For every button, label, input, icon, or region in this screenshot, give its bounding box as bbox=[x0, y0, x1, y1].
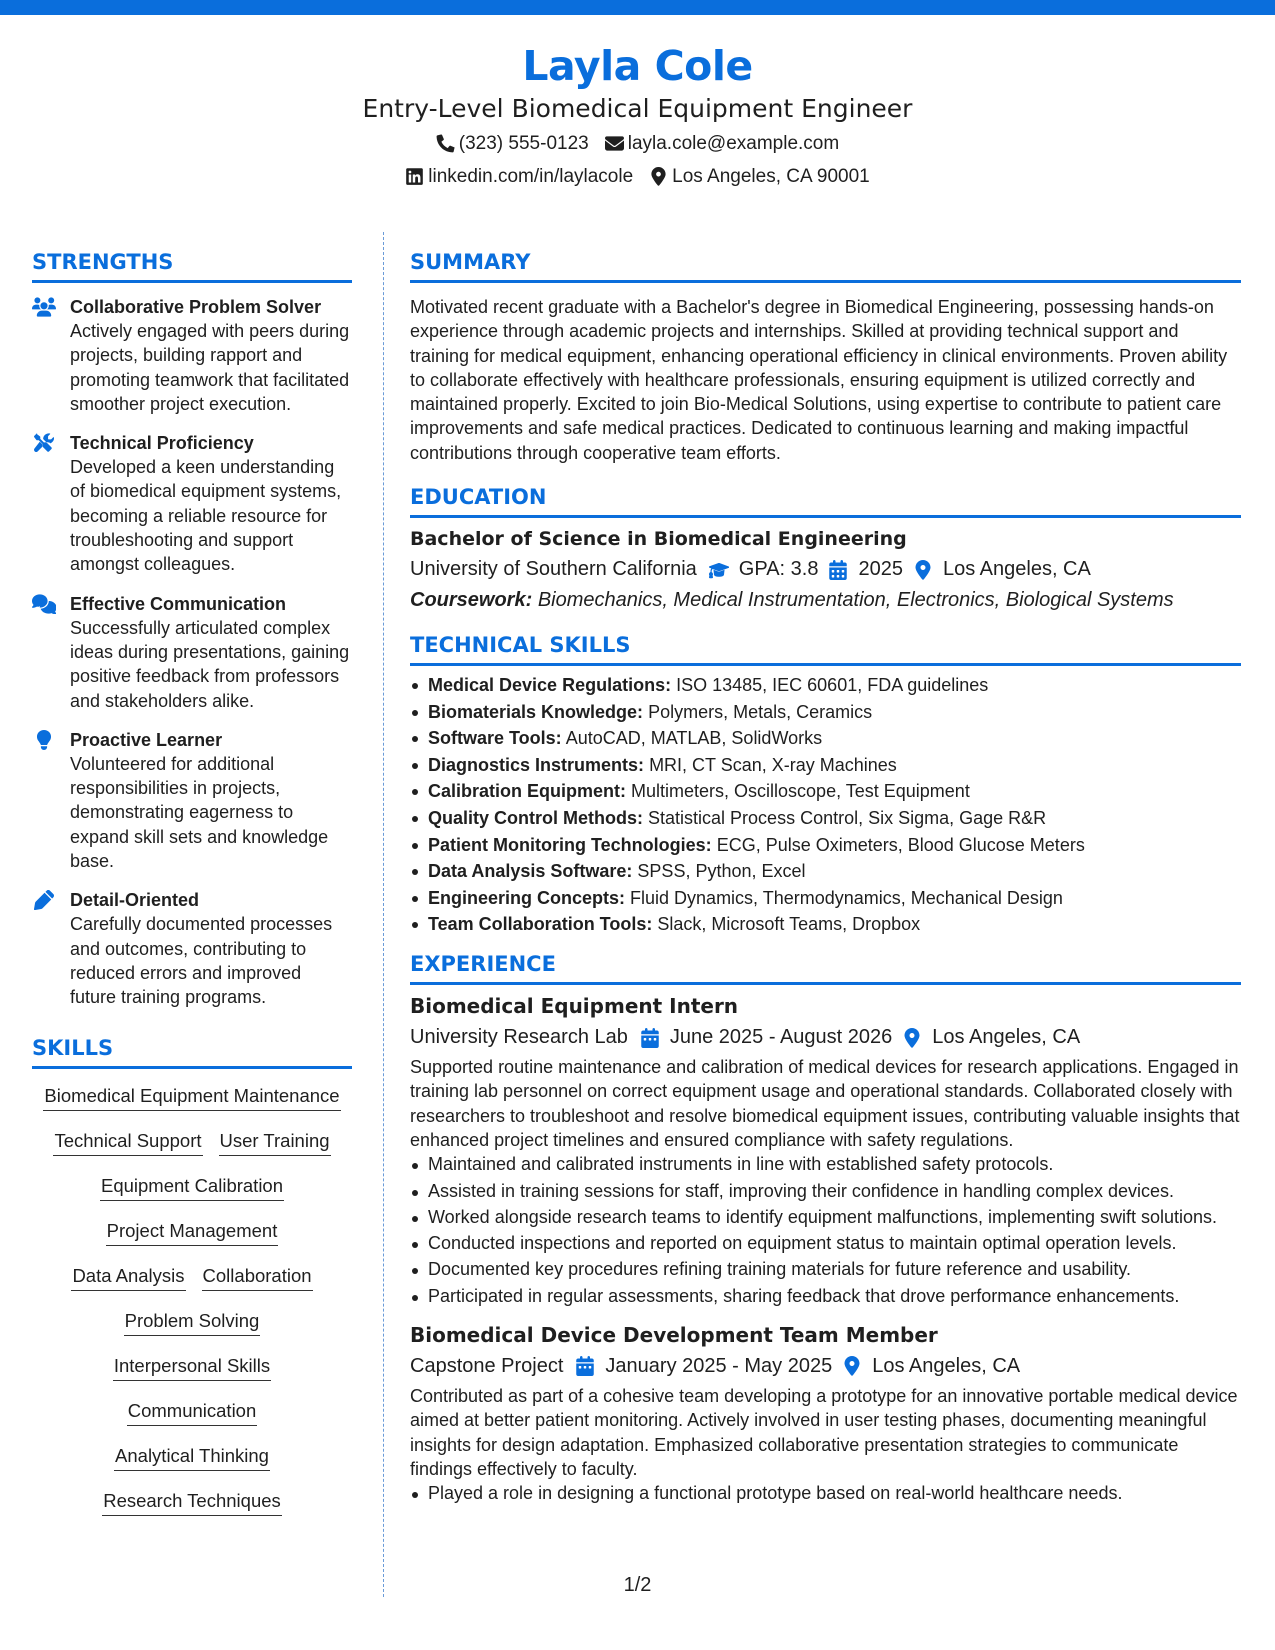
degree-title: Bachelor of Science in Biomedical Engineering bbox=[410, 528, 907, 551]
list-item: Assisted in training sessions for staff, improving their confidence in handling complex devices. bbox=[410, 1179, 1241, 1203]
job-meta bbox=[410, 1351, 1241, 1382]
calendar-icon bbox=[640, 1028, 660, 1048]
list-item: Maintained and calibrated instruments in line with established safety protocols. bbox=[410, 1152, 1241, 1176]
skill-tag: User Training bbox=[219, 1128, 331, 1156]
map-pin-icon bbox=[649, 167, 668, 186]
strength-title: Detail-Oriented bbox=[70, 890, 200, 911]
list-item: Worked alongside research teams to identify equipment malfunctions, implementing swift solutions. bbox=[410, 1205, 1241, 1229]
job-entry bbox=[410, 991, 1241, 1308]
job-bullets bbox=[410, 1152, 1241, 1308]
candidate-name: Layla Cole bbox=[522, 42, 753, 90]
summary-text: Motivated recent graduate with a Bachelor's degree in Biomedical Engineering, possessing hands-on experience through academic projects and internships. Skilled at providing technical support and training for medical equipment, enhancing operational efficiency in clinical environments. Proven ability to collaborate effectively with healthcare professionals, ensuring equipment is utilized correctly and maintained properly. Excited to join Bio-Medical Solutions, using expertise to contribute to patient care improvements and safe medical practices. Dedicated to continuous learning and making impactful contributions through cooperative team efforts. bbox=[410, 297, 1228, 463]
strength-item bbox=[32, 592, 352, 713]
map-pin-icon bbox=[842, 1356, 862, 1376]
job-title: Biomedical Equipment Intern bbox=[410, 994, 739, 1019]
linkedin-icon bbox=[405, 167, 424, 186]
envelope-icon bbox=[605, 134, 624, 153]
strength-title: Technical Proficiency bbox=[70, 433, 254, 454]
calendar-icon bbox=[828, 560, 848, 580]
phone-icon bbox=[436, 134, 455, 153]
strength-desc: Actively engaged with peers during projects, building rapport and promoting teamwork that facilitated smoother project execution. bbox=[70, 321, 350, 414]
coursework bbox=[410, 585, 1241, 616]
candidate-title: Entry-Level Biomedical Equipment Engineer bbox=[362, 94, 913, 123]
skill-tag: Biomedical Equipment Maintenance bbox=[43, 1083, 340, 1111]
list-item: Biomaterials Knowledge: Polymers, Metals, Ceramics bbox=[410, 699, 1241, 726]
list-item: Conducted inspections and reported on equipment status to maintain optimal operation levels. bbox=[410, 1231, 1241, 1255]
linkedin-contact[interactable] bbox=[405, 161, 633, 192]
email-text: layla.cole@example.com bbox=[627, 133, 840, 154]
skill-tag: Communication bbox=[127, 1398, 258, 1426]
email-contact[interactable] bbox=[605, 128, 840, 159]
job-dates: June 2025 - August 2026 bbox=[669, 1026, 893, 1049]
contact-row-2 bbox=[0, 161, 1275, 192]
calendar-icon bbox=[575, 1356, 595, 1376]
strengths-heading: STRENGTHS bbox=[32, 248, 352, 283]
job-bullets bbox=[410, 1481, 1241, 1505]
strength-item bbox=[32, 431, 352, 576]
skill-tag: Interpersonal Skills bbox=[113, 1353, 271, 1381]
tools-icon bbox=[32, 433, 56, 453]
job-title: Biomedical Device Development Team Member bbox=[410, 1322, 938, 1347]
left-column bbox=[32, 248, 352, 1533]
resume-header bbox=[0, 40, 1275, 192]
strength-desc: Volunteered for additional responsibilities in projects, demonstrating eagerness to expand skill sets and knowledge base. bbox=[70, 753, 329, 872]
page-number: 1/2 bbox=[623, 1574, 652, 1596]
job-location: Los Angeles, CA bbox=[872, 1354, 1021, 1377]
strength-desc: Successfully articulated complex ideas during presentations, gaining positive feedback from professors and stakeholders alike. bbox=[70, 617, 350, 711]
location-text: Los Angeles, CA 90001 bbox=[672, 166, 870, 187]
phone-contact[interactable] bbox=[436, 128, 589, 159]
skill-tag: Data Analysis bbox=[71, 1263, 185, 1291]
right-column bbox=[410, 248, 1241, 1517]
map-pin-icon bbox=[902, 1028, 922, 1048]
phone-text: (323) 555-0123 bbox=[458, 133, 589, 154]
education-meta bbox=[410, 554, 1241, 585]
strength-desc: Carefully documented processes and outcomes, contributing to reduced errors and improved future training programs. bbox=[70, 914, 333, 1008]
job-org: Capstone Project bbox=[410, 1354, 564, 1377]
location-contact bbox=[649, 161, 870, 192]
skill-tag: Problem Solving bbox=[124, 1308, 261, 1336]
column-divider bbox=[383, 232, 384, 1597]
users-icon bbox=[32, 297, 56, 317]
job-org: University Research Lab bbox=[410, 1026, 628, 1049]
summary-heading: SUMMARY bbox=[410, 248, 1241, 283]
education-heading: EDUCATION bbox=[410, 483, 1241, 518]
graduation-cap-icon bbox=[709, 560, 729, 580]
gpa-text: GPA: 3.8 bbox=[738, 558, 819, 581]
skill-tag: Research Techniques bbox=[102, 1488, 282, 1516]
skill-tag: Collaboration bbox=[202, 1263, 313, 1291]
job-description: Supported routine maintenance and calibration of medical devices for research applications. Engaged in training lab personnel on correct equipment usage and operational standards. Collaborated closely with researchers to troubleshoot and resolve biomedical equipment issues, contributing valuable insights that enhanced project timelines and ensured compliance with safety regulations. bbox=[410, 1057, 1240, 1150]
strength-title: Proactive Learner bbox=[70, 729, 223, 750]
strength-item bbox=[32, 295, 352, 416]
job-dates: January 2025 - May 2025 bbox=[605, 1354, 833, 1377]
list-item: Played a role in designing a functional prototype based on real-world healthcare needs. bbox=[410, 1481, 1241, 1505]
skill-tag: Analytical Thinking bbox=[114, 1443, 270, 1471]
technical-skills-heading: TECHNICAL SKILLS bbox=[410, 631, 1241, 666]
coursework-list: Biomechanics, Medical Instrumentation, Electronics, Biological Systems bbox=[537, 589, 1174, 612]
list-item: Patient Monitoring Technologies: ECG, Pulse Oximeters, Blood Glucose Meters bbox=[410, 832, 1241, 859]
strength-title: Collaborative Problem Solver bbox=[70, 297, 322, 317]
strength-item bbox=[32, 728, 352, 873]
strength-item bbox=[32, 888, 352, 1009]
skill-tag: Technical Support bbox=[53, 1128, 202, 1156]
list-item: Data Analysis Software: SPSS, Python, Excel bbox=[410, 858, 1241, 885]
list-item: Participated in regular assessments, sharing feedback that drove performance enhancements. bbox=[410, 1284, 1241, 1308]
strength-desc: Developed a keen understanding of biomedical equipment systems, becoming a reliable resource for troubleshooting and support amongst colleagues. bbox=[70, 457, 342, 575]
technical-skills-list bbox=[410, 672, 1241, 938]
skill-tag: Equipment Calibration bbox=[100, 1173, 284, 1201]
list-item: Software Tools: AutoCAD, MATLAB, SolidWorks bbox=[410, 725, 1241, 752]
skills-heading: SKILLS bbox=[32, 1034, 352, 1069]
comments-icon bbox=[32, 594, 56, 614]
list-item: Calibration Equipment: Multimeters, Oscilloscope, Test Equipment bbox=[410, 778, 1241, 805]
job-location: Los Angeles, CA bbox=[932, 1026, 1081, 1049]
list-item: Diagnostics Instruments: MRI, CT Scan, X-ray Machines bbox=[410, 752, 1241, 779]
list-item: Quality Control Methods: Statistical Process Control, Six Sigma, Gage R&R bbox=[410, 805, 1241, 832]
top-accent-bar bbox=[0, 0, 1275, 15]
lightbulb-icon bbox=[32, 730, 56, 750]
graduation-year: 2025 bbox=[858, 558, 903, 581]
school-location: Los Angeles, CA bbox=[942, 558, 1091, 581]
list-item: Team Collaboration Tools: Slack, Microsoft Teams, Dropbox bbox=[410, 911, 1241, 938]
skill-tags bbox=[32, 1083, 352, 1533]
map-pin-icon bbox=[913, 560, 933, 580]
list-item: Engineering Concepts: Fluid Dynamics, Thermodynamics, Mechanical Design bbox=[410, 885, 1241, 912]
pencil-icon bbox=[32, 890, 56, 910]
job-meta bbox=[410, 1022, 1241, 1053]
skills-section bbox=[32, 1034, 352, 1533]
job-description: Contributed as part of a cohesive team developing a prototype for an innovative portable medical device aimed at better patient monitoring. Actively involved in user testing phases, documenting meaningful insights for design adaptation. Emphasized collaborative presentation strategies to communicate findings effectively to faculty. bbox=[410, 1385, 1238, 1479]
list-item: Medical Device Regulations: ISO 13485, IEC 60601, FDA guidelines bbox=[410, 672, 1241, 699]
list-item: Documented key procedures refining training materials for future reference and usability. bbox=[410, 1257, 1241, 1281]
skill-tag: Project Management bbox=[106, 1218, 279, 1246]
school-name: University of Southern California bbox=[410, 558, 697, 581]
coursework-label: Coursework: bbox=[410, 589, 533, 612]
job-entry bbox=[410, 1320, 1241, 1505]
contact-row-1 bbox=[0, 128, 1275, 159]
linkedin-text: linkedin.com/in/laylacole bbox=[428, 166, 634, 187]
experience-heading: EXPERIENCE bbox=[410, 950, 1241, 985]
strength-title: Effective Communication bbox=[70, 593, 287, 614]
